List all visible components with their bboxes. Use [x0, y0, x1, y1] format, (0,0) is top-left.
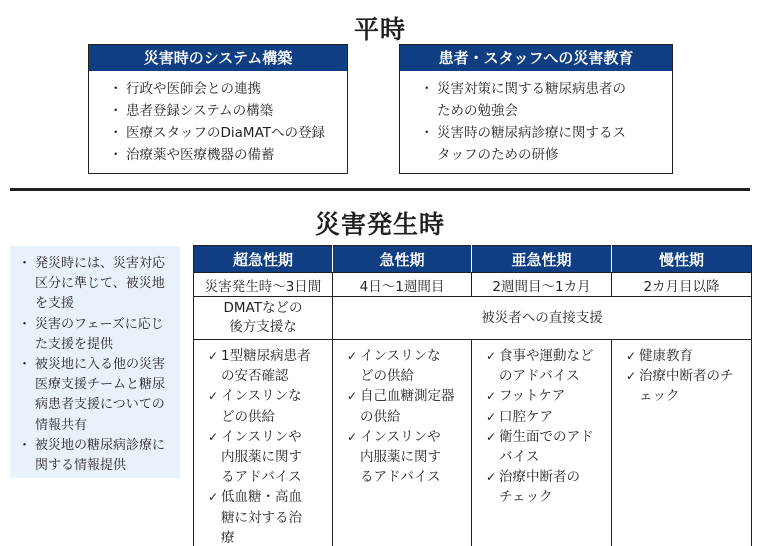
action-item: ✓ 治療中断者のチェック — [486, 467, 590, 507]
phase-period-cell: 災害発生時～3日間 — [194, 273, 333, 297]
system-item: ・ 治療薬や医療機器の備蓄 — [113, 144, 347, 166]
rear-support-label: DMATなどの後方支援な — [223, 300, 303, 335]
action-item: ✓ 自己血糖測定器の供給 — [347, 386, 467, 426]
phase-hyperacute-header: 超急性期 — [194, 246, 333, 273]
disaster-education-list — [400, 71, 672, 166]
action-item: ✓ 食事や運動などのアドバイス — [486, 346, 606, 386]
hyperacute-actions-cell — [194, 340, 333, 546]
phase-period-cell: 4日～1週間目 — [333, 273, 472, 297]
action-item: ✓ インスリンなどの供給 — [208, 386, 312, 426]
direct-support-cell: 被災者への直接支援 — [333, 297, 752, 340]
action-item: ✓ 低血糖・高血糖に対する治療 — [208, 487, 312, 546]
phase-period-row — [194, 273, 752, 297]
action-item: ✓ 1型糖尿病患者の安否確認 — [208, 346, 312, 386]
action-item: ✓ 衛生面でのアドバイス — [486, 427, 606, 467]
side-note: ・ 被災地に入る他の災害医療支援チームと糖尿病患者支援についての情報共有 — [22, 355, 172, 436]
side-notes-panel — [10, 246, 180, 478]
action-item: ✓ 治療中断者のチェック — [626, 366, 746, 406]
action-item: ✓ インスリンなどの供給 — [347, 346, 451, 386]
disaster-education-heading: 患者・スタッフへの災害教育 — [400, 45, 672, 71]
system-item: ・ 患者登録システムの構築 — [113, 100, 347, 122]
system-item: ・ 行政や医師会との連携 — [113, 78, 347, 100]
phase-chronic-header: 慢性期 — [612, 246, 752, 273]
phase-period-cell: 2カ月目以降 — [612, 273, 752, 297]
action-item: ✓ 健康教育 — [626, 346, 746, 366]
system-item: ・ 医療スタッフのDiaMATへの登録 — [113, 122, 347, 144]
section-divider — [10, 188, 750, 191]
chronic-actions-cell — [612, 340, 752, 546]
system-building-list — [89, 71, 347, 166]
action-item: ✓ インスリンや内服薬に関するアドバイス — [347, 427, 451, 488]
education-item: ・ 災害時の糖尿病診療に関するスタッフのための研修 — [424, 122, 639, 166]
system-building-box — [88, 44, 348, 174]
system-building-heading: 災害時のシステム構築 — [89, 45, 347, 71]
subacute-actions-cell — [472, 340, 612, 546]
phase-acute-header: 急性期 — [333, 246, 472, 273]
support-type-row — [194, 297, 752, 340]
phase-period-cell: 2週間目～1カ月 — [472, 273, 612, 297]
side-note: ・ 被災地の糖尿病診療に関する情報提供 — [22, 436, 172, 476]
peacetime-title: 平時 — [353, 15, 406, 44]
action-item: ✓ フットケア — [486, 386, 606, 406]
acute-actions-cell — [333, 340, 472, 546]
education-item: ・ 災害対策に関する糖尿病患者のための勉強会 — [424, 78, 639, 122]
phase-table — [193, 245, 752, 546]
phase-header-row — [194, 246, 752, 273]
side-note: ・ 発災時には、災害対応区分に準じて、被災地を支援 — [22, 254, 172, 315]
phase-subacute-header: 亜急性期 — [472, 246, 612, 273]
disaster-education-box — [399, 44, 673, 174]
action-item: ✓ 口腔ケア — [486, 407, 606, 427]
rear-support-cell — [194, 297, 333, 340]
action-item: ✓ インスリンや内服薬に関するアドバイス — [208, 427, 312, 488]
disaster-time-title: 災害発生時 — [314, 210, 445, 239]
side-note: ・ 災害のフェーズに応じた支援を提供 — [22, 315, 172, 355]
actions-row — [194, 340, 752, 546]
